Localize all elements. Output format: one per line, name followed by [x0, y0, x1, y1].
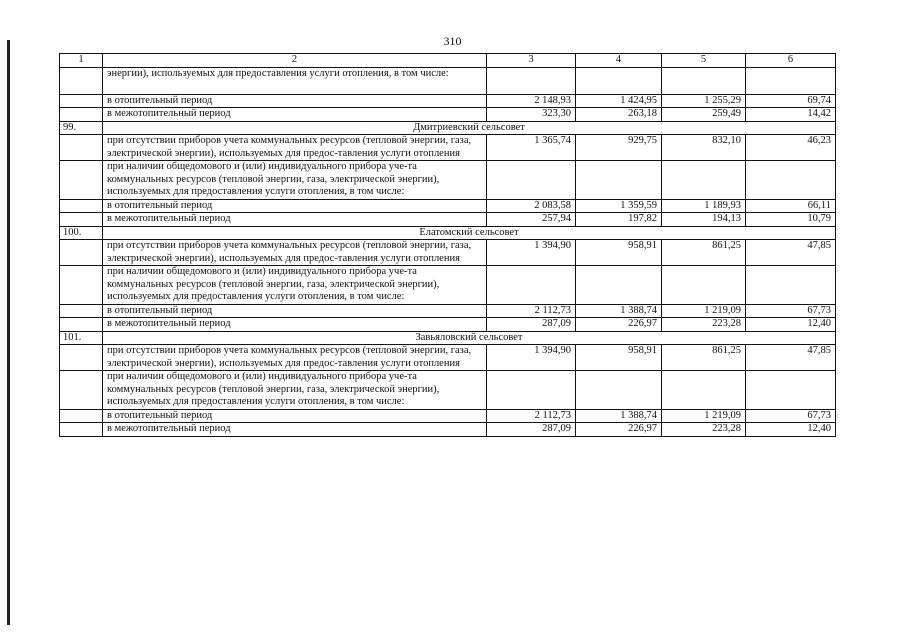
- value-cell: 263,18: [576, 108, 662, 122]
- value-cell: 1 219,09: [662, 409, 746, 423]
- page-number: 310: [443, 34, 462, 48]
- value-cell: 2 083,58: [487, 199, 576, 213]
- table-row: [60, 213, 836, 227]
- description-cell: в межотопительный период: [103, 318, 487, 332]
- num-cell: [60, 345, 103, 371]
- value-cell: 14,42: [746, 108, 836, 122]
- tariff-table: [59, 53, 836, 437]
- num-cell: [60, 135, 103, 161]
- value-cell: 2 112,73: [487, 409, 576, 423]
- num-cell: [60, 266, 103, 305]
- num-cell: [60, 213, 103, 227]
- description-cell: в межотопительный период: [103, 213, 487, 227]
- header-cell: 3: [487, 54, 576, 68]
- num-cell: [60, 67, 103, 94]
- description-cell: в отопительный период: [103, 304, 487, 318]
- header-cell: 4: [576, 54, 662, 68]
- section-number: 101.: [60, 331, 103, 345]
- description-cell: в отопительный период: [103, 199, 487, 213]
- value-cell: [487, 161, 576, 200]
- table-row: [60, 304, 836, 318]
- value-cell: 226,97: [576, 318, 662, 332]
- table-row: [60, 266, 836, 305]
- description-cell: при отсутствии приборов учета коммунальных ресурсов (тепловой энергии, газа, электрической энергии), используемых для предос-тавления услуги отопления: [103, 135, 487, 161]
- value-cell: 832,10: [662, 135, 746, 161]
- table-row: [60, 409, 836, 423]
- value-cell: [576, 161, 662, 200]
- description-cell: при наличии общедомового и (или) индивидуального прибора уче-та коммунальных ресурсов (тепловой энергии, газа, электрической энергии), используемых для предоставления услуги отопления, в том числе:: [103, 371, 487, 410]
- value-cell: 1 394,90: [487, 240, 576, 266]
- table-row: [60, 135, 836, 161]
- value-cell: 47,85: [746, 345, 836, 371]
- value-cell: [487, 266, 576, 305]
- section-number: 99.: [60, 121, 103, 135]
- num-cell: [60, 423, 103, 437]
- value-cell: [487, 371, 576, 410]
- description-cell: при отсутствии приборов учета коммунальных ресурсов (тепловой энергии, газа, электрической энергии), используемых для предос-тавления услуги отопления: [103, 345, 487, 371]
- num-cell: [60, 161, 103, 200]
- value-cell: 1 388,74: [576, 304, 662, 318]
- value-cell: 958,91: [576, 240, 662, 266]
- value-cell: 257,94: [487, 213, 576, 227]
- value-cell: 861,25: [662, 345, 746, 371]
- value-cell: [662, 371, 746, 410]
- table-row: [60, 240, 836, 266]
- description-cell: в отопительный период: [103, 94, 487, 108]
- value-cell: 259,49: [662, 108, 746, 122]
- value-cell: [746, 371, 836, 410]
- section-number: 100.: [60, 226, 103, 240]
- value-cell: 46,23: [746, 135, 836, 161]
- description-cell: энергии), используемых для предоставления услуги отопления, в том числе:: [103, 67, 487, 94]
- value-cell: 2 148,93: [487, 94, 576, 108]
- section-title: Дмитриевский сельсовет: [103, 121, 836, 135]
- value-cell: 1 219,09: [662, 304, 746, 318]
- header-cell: 1: [60, 54, 103, 68]
- value-cell: [576, 371, 662, 410]
- num-cell: [60, 240, 103, 266]
- value-cell: 223,28: [662, 318, 746, 332]
- value-cell: 10,79: [746, 213, 836, 227]
- section-title: Завьяловский сельсовет: [103, 331, 836, 345]
- header-cell: 6: [746, 54, 836, 68]
- value-cell: 67,73: [746, 304, 836, 318]
- header-cell: 5: [662, 54, 746, 68]
- table-row: [60, 423, 836, 437]
- value-cell: 194,13: [662, 213, 746, 227]
- value-cell: 226,97: [576, 423, 662, 437]
- value-cell: 197,82: [576, 213, 662, 227]
- table-header-row: [60, 54, 836, 68]
- table-row: [60, 371, 836, 410]
- value-cell: 1 359,59: [576, 199, 662, 213]
- num-cell: [60, 108, 103, 122]
- value-cell: 958,91: [576, 345, 662, 371]
- table-row: [60, 161, 836, 200]
- value-cell: [576, 67, 662, 94]
- description-cell: при наличии общедомового и (или) индивидуального прибора уче-та коммунальных ресурсов (тепловой энергии, газа, электрической энергии), используемых для предоставления услуги отопления, в том числе:: [103, 161, 487, 200]
- value-cell: 67,73: [746, 409, 836, 423]
- table-row: [60, 345, 836, 371]
- value-cell: 1 255,29: [662, 94, 746, 108]
- value-cell: 2 112,73: [487, 304, 576, 318]
- section-row: [60, 331, 836, 345]
- table-row: [60, 67, 836, 94]
- table-row: [60, 318, 836, 332]
- value-cell: 12,40: [746, 423, 836, 437]
- value-cell: 1 394,90: [487, 345, 576, 371]
- value-cell: 12,40: [746, 318, 836, 332]
- value-cell: 323,30: [487, 108, 576, 122]
- value-cell: 223,28: [662, 423, 746, 437]
- value-cell: [662, 266, 746, 305]
- section-row: [60, 226, 836, 240]
- header-cell: 2: [103, 54, 487, 68]
- value-cell: 861,25: [662, 240, 746, 266]
- num-cell: [60, 199, 103, 213]
- description-cell: в межотопительный период: [103, 423, 487, 437]
- value-cell: 287,09: [487, 318, 576, 332]
- scan-edge: [7, 40, 10, 625]
- section-title: Елатомский сельсовет: [103, 226, 836, 240]
- value-cell: 1 189,93: [662, 199, 746, 213]
- value-cell: 1 424,95: [576, 94, 662, 108]
- num-cell: [60, 94, 103, 108]
- value-cell: [662, 161, 746, 200]
- value-cell: 66,11: [746, 199, 836, 213]
- value-cell: 47,85: [746, 240, 836, 266]
- description-cell: в межотопительный период: [103, 108, 487, 122]
- table-row: [60, 94, 836, 108]
- num-cell: [60, 409, 103, 423]
- description-cell: при наличии общедомового и (или) индивидуального прибора уче-та коммунальных ресурсов (тепловой энергии, газа, электрической энергии), используемых для предоставления услуги отопления, в том числе:: [103, 266, 487, 305]
- value-cell: [662, 67, 746, 94]
- value-cell: 69,74: [746, 94, 836, 108]
- num-cell: [60, 318, 103, 332]
- description-cell: при отсутствии приборов учета коммунальных ресурсов (тепловой энергии, газа, электрической энергии), используемых для предос-тавления услуги отопления: [103, 240, 487, 266]
- value-cell: 1 365,74: [487, 135, 576, 161]
- num-cell: [60, 371, 103, 410]
- description-cell: в отопительный период: [103, 409, 487, 423]
- value-cell: [746, 161, 836, 200]
- num-cell: [60, 304, 103, 318]
- value-cell: 929,75: [576, 135, 662, 161]
- value-cell: [746, 67, 836, 94]
- value-cell: [746, 266, 836, 305]
- value-cell: 1 388,74: [576, 409, 662, 423]
- value-cell: 287,09: [487, 423, 576, 437]
- value-cell: [487, 67, 576, 94]
- table-row: [60, 108, 836, 122]
- section-row: [60, 121, 836, 135]
- value-cell: [576, 266, 662, 305]
- table-row: [60, 199, 836, 213]
